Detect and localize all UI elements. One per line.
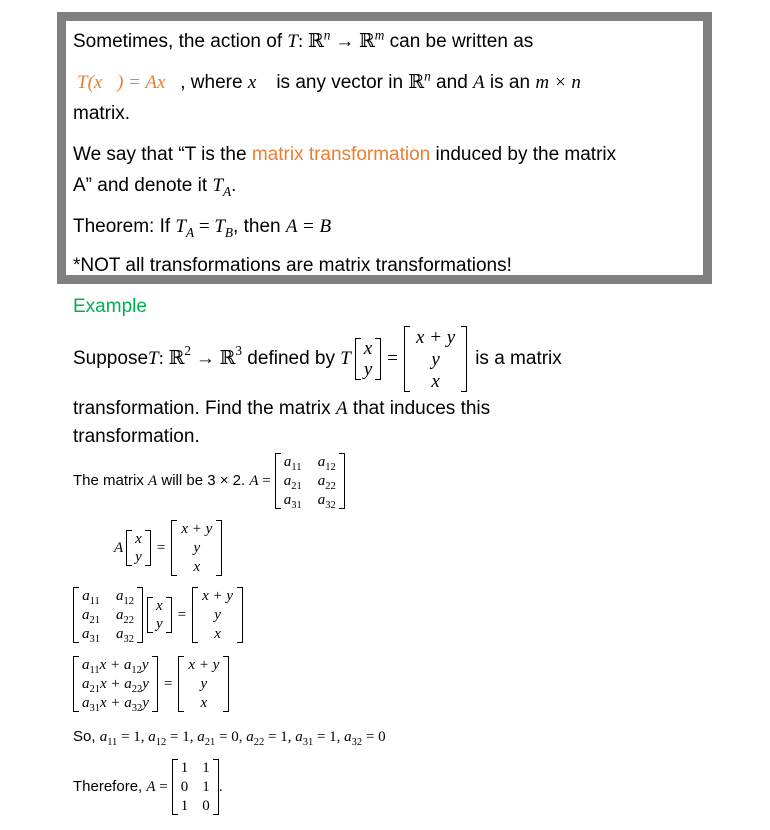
math-T: T	[212, 175, 224, 196]
cell: 1	[180, 797, 189, 814]
math-R: ℝ	[219, 348, 236, 369]
general-matrix	[275, 453, 345, 509]
equals: =	[163, 676, 173, 692]
cell: x + y	[188, 657, 220, 674]
input-vector	[147, 597, 172, 633]
math-R: ℝ	[408, 72, 425, 93]
cell-a11: $a_{11}$	[283, 454, 302, 474]
text: will be 3 × 2.	[157, 472, 250, 489]
equals: =	[177, 607, 187, 623]
cell: x	[193, 558, 201, 575]
cell: y	[156, 616, 163, 632]
note-line: *NOT all transformations are matrix transformations!	[73, 255, 512, 276]
equals: =	[156, 540, 166, 556]
subscript: A	[223, 183, 232, 199]
text: is an	[484, 72, 536, 93]
cell: x	[156, 598, 163, 614]
output-vector	[404, 326, 467, 392]
example-line-2	[73, 397, 490, 421]
cell-a22: $a_{22}$	[317, 472, 336, 492]
cell: x	[135, 531, 142, 547]
equals: =	[387, 348, 399, 369]
cell-a12: $a_{12}$	[116, 588, 134, 608]
text: is a matrix	[475, 348, 562, 369]
input-vector	[355, 338, 381, 380]
cell: x	[431, 370, 440, 392]
solution-line: So, $a_{11} = 1$, $a_{12} = 1$, $a_{21} = 0$, $a_{22} = 1$, $a_{31} = 1$, $a_{32} = 0$	[73, 728, 386, 748]
cell-row3: $a_{31}x + a_{32}y$	[82, 694, 149, 714]
subscript: B	[224, 224, 234, 240]
arrow-icon: →	[330, 31, 359, 52]
product-vector	[73, 656, 158, 712]
cell-a11: $a_{11}$	[82, 588, 100, 608]
result-matrix	[172, 759, 219, 815]
cell-row1: $a_{11}x + a_{12}y$	[82, 657, 149, 677]
math-R: ℝ	[168, 348, 185, 369]
definition-line-4	[73, 143, 616, 167]
text: induced by the matrix	[430, 144, 617, 165]
equals: =	[194, 216, 215, 237]
cell: 1	[202, 760, 210, 777]
cell: y	[431, 348, 440, 370]
general-matrix	[73, 587, 143, 643]
math-R: ℝ	[308, 31, 324, 52]
cell: y	[214, 606, 221, 623]
text: Sometimes, the action of	[73, 31, 288, 52]
value: 0	[231, 729, 239, 745]
text: We say that “T is the	[73, 144, 252, 165]
arrow-icon: →	[191, 348, 220, 369]
cell: 0	[180, 778, 189, 795]
text: can be written as	[384, 31, 534, 52]
cell-a31: $a_{31}$	[82, 625, 100, 645]
cell-a12: $a_{12}$	[317, 454, 336, 474]
math-A: A	[249, 473, 259, 489]
math-T: T	[148, 348, 159, 369]
text: :	[158, 348, 169, 369]
math-A: A	[473, 72, 485, 93]
solution-a22: $a_{22}$	[246, 729, 265, 748]
text: , then	[233, 216, 286, 237]
value: 1	[280, 729, 288, 745]
step-1-equation	[114, 519, 222, 577]
math-T: T	[175, 216, 186, 237]
subscript: A	[186, 224, 195, 240]
definition-line-3: matrix.	[73, 103, 130, 124]
exponent: m	[374, 27, 385, 43]
cell: y	[135, 549, 142, 565]
math-A: A	[146, 779, 156, 795]
cell: y	[363, 359, 373, 380]
text: transformation. Find the matrix	[73, 398, 336, 419]
math-x-vector: x⃗	[247, 72, 272, 93]
solution-a12: $a_{12}$	[148, 729, 167, 748]
matrix-size-line	[73, 452, 345, 510]
cell-a32: $a_{32}$	[116, 625, 134, 645]
text: .	[218, 778, 223, 795]
cell: x + y	[416, 326, 456, 348]
text: Therefore,	[73, 778, 147, 795]
equals: =	[155, 779, 168, 795]
cell: x	[363, 338, 373, 359]
cell: 1	[180, 760, 189, 777]
formula-highlight: T(x⃗) = Ax⃗	[77, 72, 181, 93]
highlight-term: matrix transformation	[251, 144, 431, 165]
cell-a22: $a_{22}$	[116, 606, 134, 626]
cell: y	[193, 539, 201, 556]
definition-line-5	[73, 174, 236, 198]
therefore-line	[73, 758, 223, 816]
cell: x + y	[202, 588, 234, 605]
cell-row2: $a_{21}x + a_{22}y$	[82, 675, 149, 695]
value: 1	[182, 729, 190, 745]
value: 1	[329, 729, 337, 745]
example-heading: Example	[73, 296, 147, 317]
cell: x	[200, 694, 208, 711]
math-A: A	[148, 473, 158, 489]
text: that induces this	[347, 398, 491, 419]
cell-a32: $a_{32}$	[317, 491, 336, 511]
input-vector	[126, 530, 151, 566]
solution-a21: $a_{21}$	[197, 729, 216, 748]
exponent: n	[424, 68, 431, 84]
definition-line-2	[77, 68, 581, 95]
output-vector	[192, 587, 243, 643]
math-A: A	[335, 398, 348, 419]
example-line-3: transformation.	[73, 426, 200, 447]
output-vector	[178, 656, 229, 712]
math-T: T	[340, 348, 351, 369]
cell-a21: $a_{21}$	[82, 606, 100, 626]
suppose-line: Suppose T : ℝ $^2$ → ℝ $^3$ defined by T x y = x + y y x is a matrix	[73, 326, 562, 392]
text: The matrix	[73, 472, 149, 489]
text: Suppose	[73, 348, 149, 369]
cell-a21: $a_{21}$	[283, 472, 302, 492]
cell-a31: $a_{31}$	[283, 491, 302, 511]
exponent: n	[323, 27, 331, 43]
cell: 1	[202, 778, 210, 795]
text: :	[297, 31, 308, 52]
text: A” and denote it	[73, 175, 213, 196]
math-A: A	[114, 540, 124, 556]
math-T: T	[287, 31, 298, 52]
cell: 0	[202, 797, 210, 814]
cell: y	[200, 675, 208, 692]
text: and	[430, 72, 474, 93]
definition-line-1	[73, 27, 534, 54]
math-R: ℝ	[358, 31, 375, 52]
solution-a32: $a_{32}$	[344, 729, 363, 748]
math-dims: m × n	[535, 72, 581, 93]
text: Theorem: If	[73, 216, 176, 237]
text: So,	[73, 728, 100, 745]
value: 0	[378, 729, 386, 745]
solution-a11: $a_{11}$	[99, 729, 118, 748]
theorem-line	[73, 215, 331, 239]
step-3-equation	[73, 655, 229, 713]
cell: x + y	[181, 521, 213, 538]
equals: =	[258, 473, 271, 489]
text: , where	[180, 72, 248, 93]
solution-a31: $a_{31}$	[295, 729, 314, 748]
text: defined by	[242, 348, 341, 369]
value: 1	[133, 729, 141, 745]
math-T: T	[214, 216, 225, 237]
step-2-equation	[73, 586, 243, 644]
text: .	[231, 175, 237, 196]
output-vector	[171, 520, 222, 576]
math-conclusion: A = B	[285, 216, 332, 237]
text: is any vector in	[271, 72, 409, 93]
cell: x	[214, 625, 221, 642]
